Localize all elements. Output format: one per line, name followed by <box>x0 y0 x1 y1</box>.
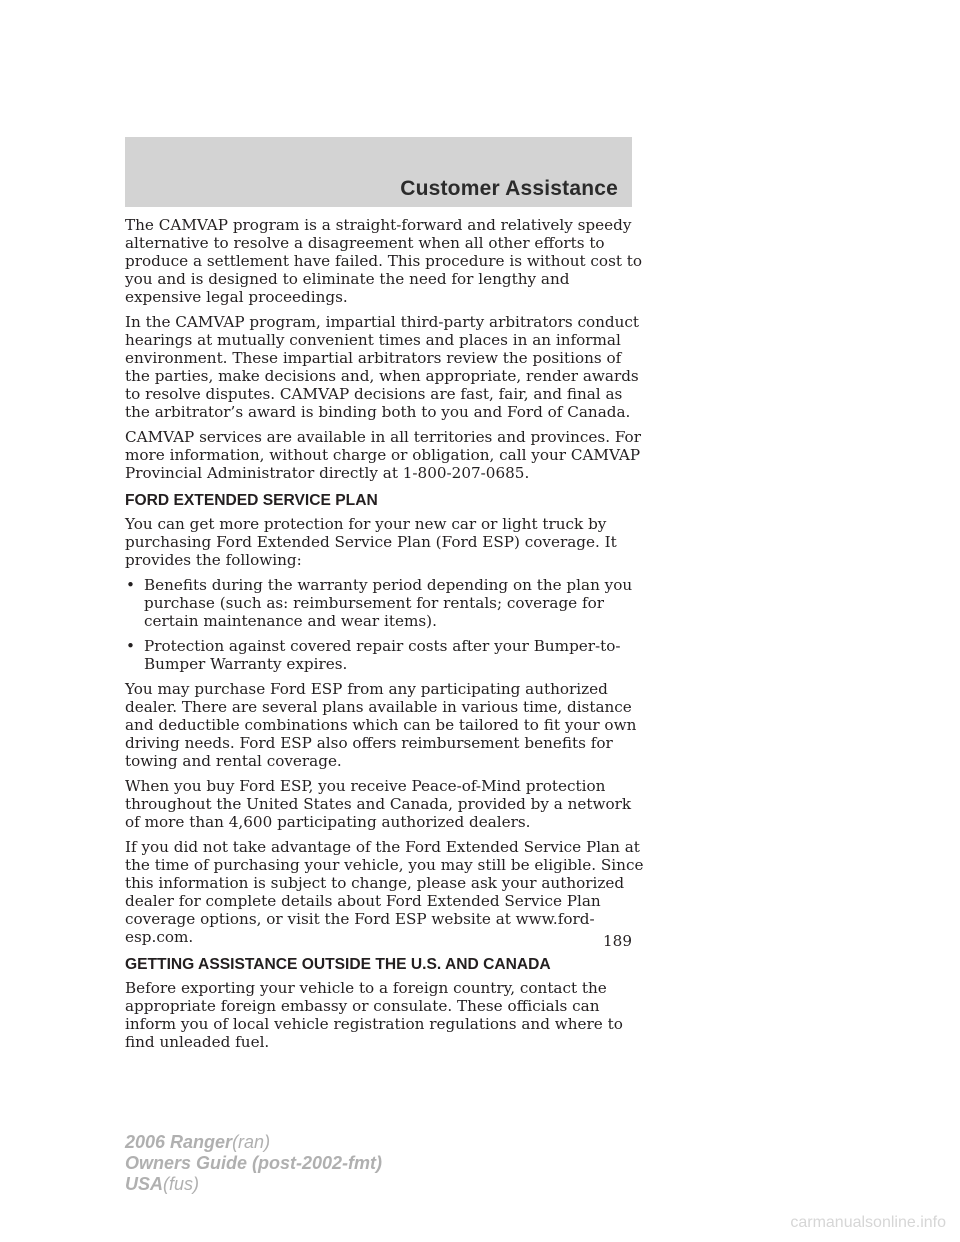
footer-market: USA <box>125 1174 164 1194</box>
paragraph-esp-eligibility: If you did not take advantage of the Ford Extended Service Plan at the time of purchasing your vehicle, you may still be eligible. Since this information is subject to change, please ask your authorized dealer for complete details about Ford Extended Service Plan coverage options, or visit the Ford ESP website at www.ford-esp.com. <box>125 838 644 946</box>
list-item-text: Benefits during the warranty period depending on the plan you purchase (such as: reimbursement for rentals; coverage for certain maintenance and wear items). <box>144 576 633 630</box>
section-title: Customer Assistance <box>400 177 618 200</box>
paragraph-exporting: Before exporting your vehicle to a foreign country, contact the appropriate foreign embassy or consulate. These officials can inform you of local vehicle registration regulations and where to find unleaded fuel. <box>125 979 623 1051</box>
footer-market-code: (fus) <box>163 1174 200 1194</box>
watermark: carmanualsonline.info <box>790 1214 946 1231</box>
heading-extended-service-plan: FORD EXTENDED SERVICE PLAN <box>125 492 378 509</box>
footer-line-model <box>125 1132 382 1153</box>
bullet-icon: • <box>126 637 135 655</box>
esp-benefits-list <box>125 576 645 673</box>
bullet-icon: • <box>126 576 135 594</box>
paragraph-camvap-arbitrators: In the CAMVAP program, impartial third-party arbitrators conduct hearings at mutually convenient times and places in an informal environment. These impartial arbitrators review the positions of the parties, make decisions and, when appropriate, render awards to resolve disputes. CAMVAP decisions are fast, fair, and final as the arbitrator’s award is binding both to you and Ford of Canada. <box>125 313 640 421</box>
footer-line-market <box>125 1174 382 1195</box>
document-footer <box>125 1132 382 1195</box>
list-item-text: Protection against covered repair costs after your Bumper-to-Bumper Warranty expires. <box>144 637 621 673</box>
footer-model: 2006 Ranger <box>125 1132 233 1152</box>
heading-assistance-outside: GETTING ASSISTANCE OUTSIDE THE U.S. AND CANADA <box>125 956 551 973</box>
footer-guide: Owners Guide (post-2002-fmt) <box>125 1153 383 1173</box>
paragraph-esp-intro: You can get more protection for your new car or light truck by purchasing Ford Extended Service Plan (Ford ESP) coverage. It provides the following: <box>125 515 617 569</box>
paragraph-esp-purchase: You may purchase Ford ESP from any participating authorized dealer. There are several plans available in various time, distance and deductible combinations which can be tailored to fit your own driving needs. Ford ESP also offers reimbursement benefits for towing and rental coverage. <box>125 680 637 770</box>
paragraph-camvap-contact: CAMVAP services are available in all territories and provinces. For more information, without charge or obligation, call your CAMVAP Provincial Administrator directly at 1-800-207-0685. <box>125 428 641 482</box>
paragraph-camvap-intro: The CAMVAP program is a straight-forward and relatively speedy alternative to resolve a disagreement when all other efforts to produce a settlement have failed. This procedure is without cost to you and is designed to eliminate the need for lengthy and expensive legal proceedings. <box>125 216 643 306</box>
footer-model-code: (ran) <box>232 1132 271 1152</box>
paragraph-esp-protection: When you buy Ford ESP, you receive Peace-of-Mind protection throughout the United States and Canada, provided by a network of more than 4,600 participating authorized dealers. <box>125 777 632 831</box>
page-content <box>125 216 645 1058</box>
page-number: 189 <box>603 932 632 950</box>
list-item <box>125 637 645 673</box>
list-item <box>125 576 645 630</box>
section-header-band <box>125 137 632 207</box>
